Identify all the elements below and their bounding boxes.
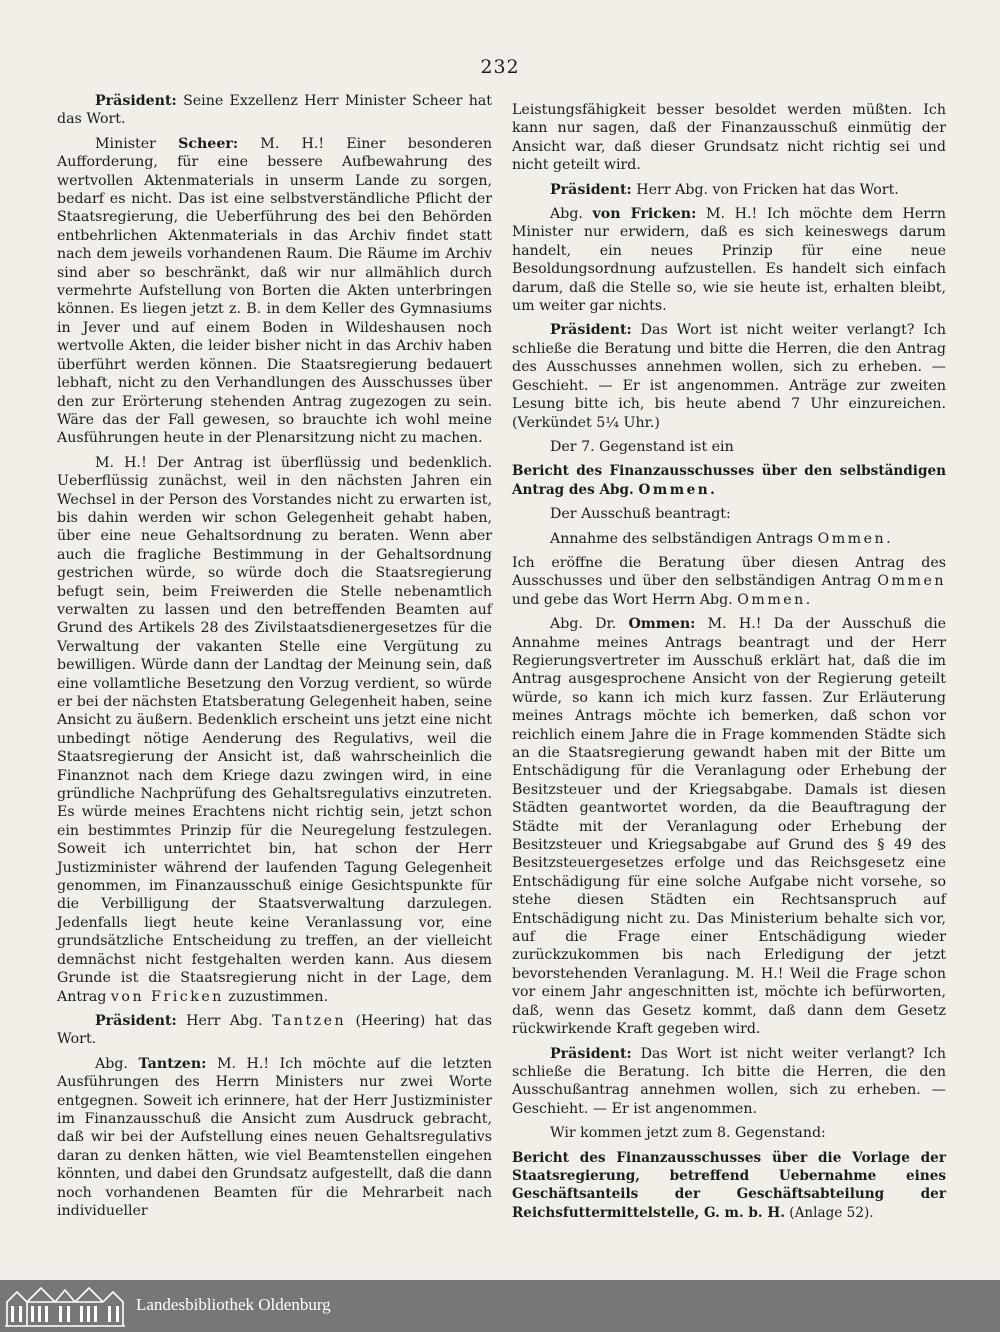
text-run: M. H.! Der Antrag ist überflüssig und bedenklich. Ueberflüssig zunächst, weil in den nächsten Jahren ein Wechsel in der Person des Vorstandes nicht zu erwarten ist, bis dahin werden wir schon Gelegenheit gehabt haben, über eine neue Gehaltsordnung zu beraten. Wenn aber auch die fragliche Bestimmung in der Gehaltsordnung gestrichen würde, so würde doch die Staatsregierung befugt sein, beim Freiwerden die Stelle nebenamtlich verwalten zu lassen und den betreffenden Beamten auf Grund des Artikels 28 des Zivilstaatsdienergesetzes für die Verwaltung der vakanten Stelle eine Vergütung zu bewilligen. Würde dann der Landtag der Meinung sein, daß eine vollamtliche Besetzung den Vorzug verdient, so würde er bei der nächsten Etatsberatung Gelegenheit haben, seine Ansicht zu äußern. Bedenklich erscheint uns jetzt eine nicht unbedingt nötige Aenderung des Regulativs, weil die Staatsregierung der Ansicht ist, daß wahrscheinlich die Finanznot nach dem Kriege dazu zwingen wird, in eine gründliche Nachprüfung des Gehaltsregulativs einzutreten. Es würde meines Erachtens nicht richtig sein, jetzt schon ein bestimmtes Prinzip für die Neuregelung festzulegen. Soweit ich unterrichtet bin, hat schon der Herr Justizminister während der laufenden Tagung Gelegenheit genommen, im Finanzausschuß einige Gesichtspunkte für die Verbilligung der Staatsverwaltung darzulegen. Jedenfalls liegt heute keine Veranlassung vor, eine grundsätzliche Entscheidung zu treffen, an der vielleicht demnächst nicht festgehalten werden kann. Aus diesem Grunde ist die Staatsregierung nicht in der Lage, dem Antrag — [57, 454, 493, 1005]
paragraph — [512, 1045, 946, 1119]
speaker-name: Präsident: — [550, 1045, 632, 1062]
text-run: Ich eröffne die Beratung über diesen Antrag des Ausschusses und über den selbständigen Antrag — [512, 554, 946, 590]
text-run: Das Wort ist nicht weiter verlangt? Ich schließe die Beratung. Ich bitte die Herren, die den Ausschußantrag annehmen wollen, sich zu erheben. — Geschieht. — Er ist angenommen. — [512, 1045, 946, 1117]
speaker-name: Scheer: — [178, 135, 239, 152]
footer-bar — [0, 1280, 1000, 1332]
text-run: Herr Abg. — [176, 1012, 272, 1029]
text-run: Das Wort ist nicht weiter verlangt? Ich schließe die Beratung und bitte die Herren, die den Antrag des Ausschusses annehmen wollen, sich zu erheben. — Geschieht. — Er ist angenommen. Anträge zur zweiten Lesung bitte ich, bis heute abend 7 Uhr einzureichen. (Verkündet 5¼ Uhr.) — [512, 322, 946, 431]
paragraph — [512, 554, 946, 609]
text-run: Abg. — [95, 1055, 139, 1072]
paragraph — [512, 530, 946, 548]
speaker-name: Präsident: — [95, 93, 177, 109]
paragraph — [57, 1012, 492, 1049]
text-run: Der Ausschuß beantragt: — [550, 506, 731, 523]
paragraph — [512, 505, 946, 523]
text-run: Der 7. Gegenstand ist ein — [550, 438, 734, 455]
spaced-name: Ommen — [877, 573, 946, 590]
text-run: Herr Abg. von Fricken hat das Wort. — [631, 181, 899, 198]
left-column — [57, 92, 492, 1226]
paragraph — [512, 1124, 946, 1142]
text-run: Bericht des Finanzausschusses über den selbständigen Antrag des Abg. — [512, 463, 946, 498]
text-run: Annahme des selbständigen Antrags — [550, 530, 818, 547]
text-run: Bericht des Finanzausschusses über die Vorlage der Staatsregierung, betreffend Uebernahme eines Geschäftsanteils der Geschäftsabteilung der Reichsfuttermittelstelle, G. m. b. H. — [512, 1149, 946, 1221]
text-run: Leistungsfähigkeit besser besoldet werden müßten. Ich kann nur sagen, daß der Finanzausschuß einmütig der Ansicht war, daß dieser Grundsatz nicht richtig sei und nicht geteilt wird. — [512, 102, 946, 174]
speaker-name: Tantzen: — [138, 1055, 207, 1072]
paragraph — [512, 101, 946, 175]
speaker-name: Ommen: — [628, 616, 696, 633]
text-run: M. H.! Da der Ausschuß die Annahme meines Antrags beantragt und der Herr Regierungsvertreter im Ausschuß erklärt hat, daß die im Antrag ausgesprochene Ansicht von der Regierung geteilt würde, so kann ich mich kurz fassen. Zur Erläuterung meines Antrags möchte ich bemerken, daß schon vor reichlich einem Jahre die in Frage kommenden Städte sich an die Staatsregierung gewandt haben mit der Bitte um Entschädigung für die Veranlagung oder Erhebung der Besitzsteuer und der Kriegsabgabe. Damals ist diesen Städten geantwortet worden, da die Beauftragung der Städte mit der Veranlagung oder Erhebung der Besitzsteuer und Kriegsabgabe auf Grund des § 49 des Besitzsteuergesetzes erfolge und das Reichsgesetz eine Entschädigung für eine solche Aufgabe nicht vorsehe, so stehe diesen Städten ein Rechtsanspruch auf Entschädigung nicht zu. Das Ministerium behalte sich vor, auf die Frage einer Entschädigung wieder zurückzukommen bis nach Erledigung der jetzt bevorstehenden Veranlagung. M. H.! Weil die Frage schon vor einem Jahr angeschnitten ist, möchte ich befürworten, daß, wenn das Gesetz kommt, daß dann dem Gesetz rückwirkende Kraft gegeben wird. — [512, 616, 946, 1038]
text-run: Seine Exzellenz Herr Minister Scheer hat das Wort. — [57, 93, 492, 128]
text-run: und gebe das Wort Herrn Abg. — [512, 591, 738, 608]
text-run: Minister — [95, 135, 179, 152]
text-run: M. H.! Ich möchte auf die letzten Ausführungen des Herrn Ministers nur zwei Worte entgegnen. Soweit ich erinnere, hat der Herr Justizminister im Finanzausschuß die Ansicht zum Ausdruck gebracht, daß wir bei der Aufstellung eines neuen Gehaltsregulativs daran zu denken hätten, wie viel Beamtenstellen eingehen könnten, und dabei den Grundsatz aufgestellt, daß die dann noch vorhandenen Beamten für die Mehrarbeit nach individueller — [57, 1055, 492, 1219]
spaced-name: von Fricken — [110, 988, 224, 1005]
text-run: zuzustimmen. — [223, 988, 329, 1005]
text-run: Abg. — [550, 206, 593, 223]
text-run: Abg. Dr. — [550, 616, 629, 633]
paragraph — [512, 321, 946, 431]
spaced-name: Ommen. — [737, 591, 813, 608]
paragraph — [512, 181, 946, 199]
text-run: Wir kommen jetzt zum 8. Gegenstand: — [550, 1125, 826, 1142]
right-column — [512, 101, 946, 1228]
paragraph — [512, 438, 946, 456]
paragraph — [512, 205, 946, 315]
spaced-name: Ommen. — [638, 481, 718, 498]
text-run: M. H.! Einer besonderen Aufforderung, für eine bessere Aufbewahrung des wertvollen Aktenmaterials in unserm Lande zu sorgen, bedarf es nicht. Das ist eine selbstverständliche Pflicht der Staatsregierung, die Ueberführung des bei den Behörden entbehrlichen Aktenmaterials in das Archiv findet statt nach dem jeweils vorhandenen Raum. Die Räume im Archiv sind aber so beschränkt, daß wir nur allmählich durch vermehrte Aufstellung von Borten die Akten unterbringen können. Es liegen jetzt z. B. in dem Keller des Gymnasiums in Jever und auf einem Boden in Wildeshausen noch wertvolle Akten, die leider bisher nicht in das Archiv haben überführt werden können. Die Staatsregierung bedauert lebhaft, nicht zu den Verhandlungen des Ausschusses über den zur Erörterung stehenden Antrag zugezogen zu sein. Wäre das der Fall gewesen, so brauchte ich wohl meine Ausführungen heute in der Plenarsitzung nicht zu machen. — [57, 135, 492, 447]
speaker-name: Präsident: — [550, 322, 632, 339]
paragraph — [512, 615, 946, 1038]
speaker-name: Präsident: — [95, 1012, 177, 1029]
spaced-name: Ommen. — [817, 530, 894, 547]
text-run: M. H.! Ich möchte dem Herrn Minister nur erwidern, daß es sich keineswegs darum handelt, ein neues Prinzip für eine neue Besoldungsordnung aufzustellen. Es handelt sich einfach darum, daß die Stelle so, wie sie heute ist, erhalten bleibt, um weiter gar nichts. — [512, 206, 946, 315]
agenda-item-heading — [512, 1149, 946, 1223]
text-run: (Anlage 52). — [784, 1204, 874, 1221]
paragraph — [57, 1055, 492, 1221]
agenda-item-heading — [512, 462, 946, 499]
paragraph — [57, 135, 492, 448]
library-name: Landesbibliothek Oldenburg — [136, 1295, 331, 1314]
text-run: (Heering) hat das Wort. — [57, 1012, 492, 1048]
speaker-name: Präsident: — [550, 181, 632, 198]
library-building-logo-icon — [3, 1282, 127, 1332]
spaced-name: Tantzen — [271, 1012, 347, 1029]
speaker-name: von Fricken: — [592, 206, 697, 223]
paragraph — [57, 454, 492, 1006]
paragraph — [57, 92, 492, 129]
page-number: 232 — [480, 56, 520, 78]
